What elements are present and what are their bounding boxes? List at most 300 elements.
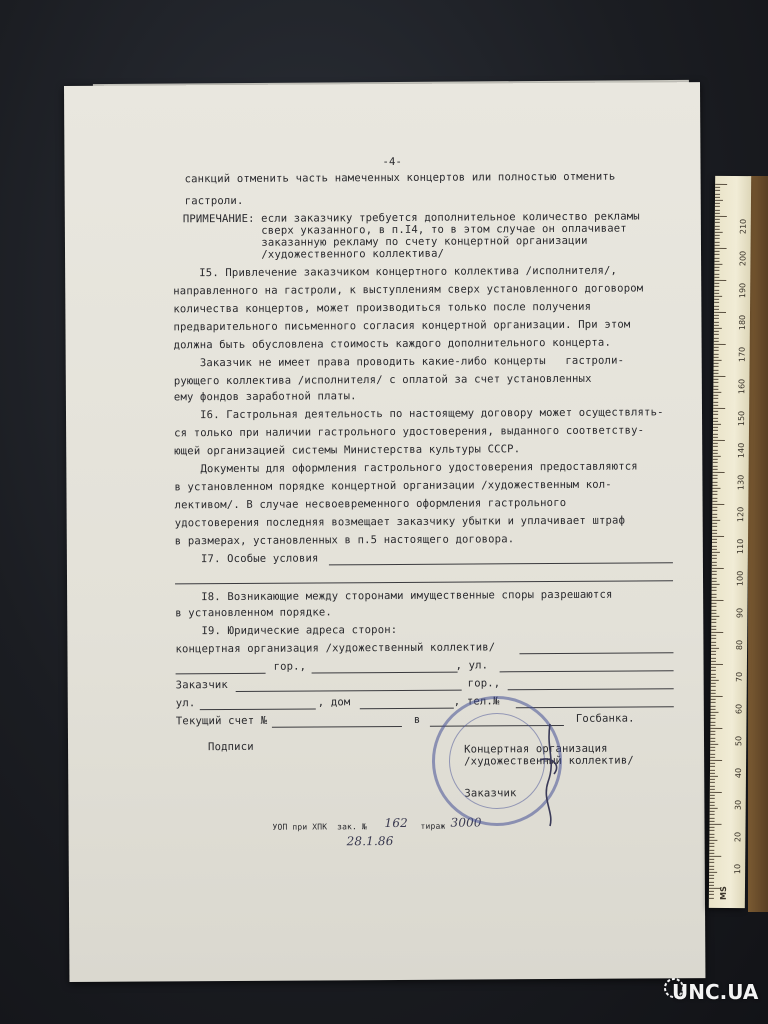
ruler-brand: MS [718, 886, 728, 900]
ruler-tick [712, 494, 717, 495]
ruler-tick [712, 561, 717, 562]
ruler-tick [712, 552, 720, 553]
ruler-number: 150 [737, 410, 747, 427]
ruler-tick [713, 382, 718, 383]
note-label-line: ПРИМЕЧАНИЕ: если заказчику требуется дополнительное количество рекламы [182, 210, 640, 226]
ruler-tick [713, 373, 718, 374]
text-line: Заказчик не имеет права проводить какие-либо концерты гастроли- [173, 354, 625, 370]
ruler-tick [714, 286, 719, 287]
ruler-tick [709, 859, 714, 860]
ruler-tick [712, 571, 717, 572]
ruler-tick [709, 865, 714, 866]
ruler-tick [713, 408, 725, 409]
customer-city-blank [508, 688, 674, 690]
customer-label: Заказчик [175, 679, 228, 692]
text-line: удостоверения последняя возмещает заказчику убытки и уплачивает штраф [174, 514, 626, 530]
ruler-tick [712, 574, 717, 575]
ruler-tick [710, 725, 715, 726]
ruler-tick [714, 360, 722, 361]
ruler-tick [710, 753, 715, 754]
ruler-tick [714, 267, 719, 268]
signature-org-label-2: /художественный коллектив/ [464, 754, 634, 768]
text-line: Документы для оформления гастрольного удостоверения предоставляются [174, 460, 638, 476]
ruler-tick [715, 245, 720, 246]
ruler-tick [712, 545, 717, 546]
ruler-tick [710, 821, 715, 822]
ruler-tick [709, 843, 714, 844]
ruler-tick [712, 501, 717, 502]
ruler-tick [711, 661, 716, 662]
ruler-tick [711, 705, 716, 706]
ruler-tick [714, 331, 719, 332]
ruler-tick [710, 715, 715, 716]
ruler-tick [711, 609, 716, 610]
ruler-tick [714, 357, 719, 358]
ruler-tick [714, 341, 719, 342]
ruler-tick [709, 891, 714, 892]
text-line: I8. Возникающие между сторонами имущественные споры разрешаются [175, 588, 613, 604]
ruler-tick [714, 366, 719, 367]
ruler-tick [710, 789, 715, 790]
text-line: лективом/. В случае несвоевременного оформления гастрольного [174, 496, 567, 512]
ruler-tick [709, 878, 714, 879]
ruler-tick [711, 622, 716, 623]
ruler-tick [715, 235, 720, 236]
ruler-tick [715, 248, 727, 249]
ruler-tick [711, 689, 716, 690]
ruler-tick [713, 459, 718, 460]
document-page [64, 82, 705, 982]
text-line: I6. Гастрольная деятельность по настоящему договору может осуществлять- [173, 406, 664, 422]
street-label: , ул. [455, 659, 489, 672]
handwritten-date: 28.1.86 [346, 834, 394, 849]
ruler-tick [715, 197, 720, 198]
ruler-tick [715, 200, 723, 201]
ruler-number: 20 [733, 831, 743, 843]
ruler-tick [711, 603, 716, 604]
bank-in-label: в [413, 713, 421, 726]
ruler-tick [712, 533, 717, 534]
customer-street-label: ул. [175, 697, 196, 710]
ruler-tick [712, 587, 717, 588]
ruler-tick [713, 456, 721, 457]
ruler-tick [714, 318, 719, 319]
ruler-tick [710, 776, 718, 777]
ruler-tick [713, 472, 725, 473]
ruler-tick [713, 411, 718, 412]
ruler-number: 190 [738, 282, 748, 299]
print-run-label: тираж [420, 821, 446, 831]
ruler-tick [713, 453, 718, 454]
ruler-number: 110 [735, 538, 746, 555]
ruler-tick [715, 222, 720, 223]
ruler-tick [709, 885, 714, 886]
ruler-tick [710, 728, 722, 729]
ruler-tick [710, 779, 715, 780]
ruler-tick [711, 632, 723, 633]
ruler [709, 176, 751, 908]
ruler-number: 100 [735, 570, 745, 587]
ruler-tick [711, 629, 716, 630]
ruler-tick [714, 273, 719, 274]
text-line: гастроли. [184, 194, 244, 208]
ruler-tick [710, 763, 715, 764]
ruler-tick [712, 520, 720, 521]
ruler-tick [710, 721, 715, 722]
ruler-tick [712, 577, 717, 578]
ruler-number: 200 [738, 250, 748, 267]
ruler-tick [709, 853, 714, 854]
ruler-tick [712, 529, 717, 530]
page-number: -4- [382, 155, 403, 169]
ruler-tick [713, 379, 718, 380]
signature-customer-label: Заказчик [464, 787, 517, 800]
ruler-tick [713, 395, 718, 396]
watermark-text: UNC.UA [672, 980, 759, 1004]
ruler-tick [709, 862, 714, 863]
ruler-tick [714, 277, 719, 278]
text-line: в установленном порядке. [175, 606, 332, 620]
ruler-tick [711, 619, 716, 620]
ruler-tick [712, 590, 717, 591]
ruler-tick [713, 462, 718, 463]
ruler-edge [748, 176, 768, 912]
ruler-tick [715, 254, 720, 255]
ruler-tick [710, 824, 722, 825]
ruler-tick [711, 641, 716, 642]
ruler-tick [713, 427, 718, 428]
ruler-number: 180 [737, 314, 747, 331]
ruler-tick [710, 801, 715, 802]
ruler-number: 120 [736, 506, 746, 523]
handwritten-print-run: 3000 [450, 815, 482, 830]
ruler-tick [714, 264, 722, 265]
ruler-tick [714, 325, 719, 326]
addresses-heading: I9. Юридические адреса сторон: [175, 623, 398, 638]
ruler-number: 130 [736, 474, 746, 491]
ruler-tick [710, 782, 715, 783]
ruler-tick [714, 344, 726, 345]
ruler-tick [712, 584, 720, 585]
ruler-tick [712, 523, 717, 524]
ruler-number: 90 [735, 607, 745, 619]
ruler-tick [711, 664, 723, 665]
ruler-tick [712, 549, 717, 550]
ruler-tick [713, 446, 718, 447]
print-info-label: УОП при ХПК зак. № [272, 822, 367, 832]
ruler-tick [714, 261, 719, 262]
ruler-tick [711, 635, 716, 636]
ruler-tick [711, 709, 716, 710]
ruler-tick [715, 203, 720, 204]
ruler-tick [712, 536, 724, 537]
ruler-tick [710, 805, 715, 806]
ruler-tick [714, 289, 719, 290]
ruler-tick [714, 270, 719, 271]
ruler-tick [711, 702, 716, 703]
ruler-tick [715, 251, 720, 252]
ruler-tick [710, 811, 715, 812]
ruler-tick [710, 795, 715, 796]
text-line: рующего коллектива /исполнителя/ с оплатой за счет установленных [173, 372, 592, 388]
text-line: ему фондов заработной платы. [173, 390, 357, 404]
ruler-tick [713, 392, 721, 393]
special-conditions-label: I7. Особые условия [174, 552, 319, 566]
ruler-tick [713, 417, 718, 418]
ruler-tick [711, 645, 716, 646]
ruler-tick [712, 568, 724, 569]
ruler-number: 140 [736, 442, 746, 459]
ruler-tick [710, 814, 715, 815]
ruler-tick [711, 648, 719, 649]
ruler-number: 10 [733, 863, 743, 875]
ruler-tick [710, 773, 715, 774]
ruler-tick [711, 654, 716, 655]
ruler-tick [715, 193, 720, 194]
ruler-tick [713, 465, 718, 466]
ruler-tick [710, 766, 715, 767]
ruler-tick [710, 734, 715, 735]
ruler-tick [709, 881, 714, 882]
ruler-tick [715, 206, 720, 207]
ruler-tick [712, 526, 717, 527]
text-line: ся только при наличии гастрольного удостоверения, выданного соответству- [174, 424, 645, 440]
ruler-number: 210 [738, 218, 748, 235]
ruler-tick [712, 565, 717, 566]
ruler-tick [711, 673, 716, 674]
note-line: /художественного коллектива/ [182, 247, 445, 262]
ruler-tick [711, 696, 723, 697]
phone-blank [516, 706, 674, 708]
account-blank [272, 726, 402, 728]
ruler-tick [713, 385, 718, 386]
ruler-tick [712, 555, 717, 556]
ruler-tick [709, 894, 714, 895]
ruler-tick [712, 593, 717, 594]
ruler-tick [714, 328, 722, 329]
ruler-tick [711, 683, 716, 684]
ruler-tick [709, 872, 717, 873]
ruler-tick [712, 485, 717, 486]
ruler-tick [711, 638, 716, 639]
ruler-tick [715, 213, 720, 214]
ruler-tick [712, 507, 717, 508]
ruler-tick [714, 353, 719, 354]
ruler-tick [711, 613, 716, 614]
customer-city-label: гор., [467, 677, 501, 690]
ruler-tick [710, 750, 715, 751]
ruler-tick [709, 830, 714, 831]
site-watermark [654, 966, 764, 1014]
phone-label: , тел.№ [453, 695, 500, 708]
ruler-tick [709, 840, 717, 841]
ruler-tick [715, 184, 727, 185]
ruler-tick [715, 238, 720, 239]
ruler-tick [709, 856, 721, 857]
ruler-tick [714, 334, 719, 335]
ruler-tick [710, 757, 715, 758]
ruler-tick [713, 430, 718, 431]
text-line: в размерах, установленных в п.5 настоящего договора. [174, 533, 515, 548]
ruler-tick [710, 827, 715, 828]
ruler-tick [710, 817, 715, 818]
ruler-tick [715, 216, 727, 217]
ruler-tick [713, 401, 718, 402]
ruler-tick [711, 600, 723, 601]
ruler-tick [709, 869, 714, 870]
ruler-tick [710, 737, 715, 738]
ruler-tick [710, 718, 715, 719]
ruler-tick [715, 209, 720, 210]
org-name-blank [176, 673, 266, 675]
ruler-tick [711, 670, 716, 671]
ruler-tick [709, 849, 714, 850]
ruler-number: 60 [734, 703, 744, 715]
ruler-tick [710, 731, 715, 732]
city-blank [312, 672, 458, 674]
ruler-tick [713, 437, 718, 438]
ruler-tick [711, 667, 716, 668]
note-line: сверх указанного, в п.I4, то в этом случае он оплачивает [182, 222, 627, 238]
special-conditions-blank-2 [175, 580, 673, 584]
ruler-tick [710, 747, 715, 748]
ruler-tick [714, 299, 719, 300]
text-line: направленного на гастроли, к выступлениям сверх установленного договором [173, 282, 644, 298]
ruler-tick [712, 558, 717, 559]
ruler-tick [714, 302, 719, 303]
ruler-tick [712, 510, 717, 511]
ruler-tick [713, 421, 718, 422]
handwritten-signature [520, 720, 580, 830]
ruler-tick [712, 504, 724, 505]
ruler-tick [714, 363, 719, 364]
ruler-tick [713, 389, 718, 390]
ruler-number: 30 [733, 799, 743, 811]
ruler-number: 80 [735, 639, 745, 651]
ruler-tick [713, 481, 718, 482]
ruler-tick [714, 309, 719, 310]
ruler-tick [714, 293, 719, 294]
text-line: санкций отменить часть намеченных концертов или полностью отменить [184, 170, 616, 186]
ruler-tick [713, 376, 725, 377]
ruler-tick [712, 517, 717, 518]
ruler-tick [713, 369, 718, 370]
ruler-tick [713, 433, 718, 434]
ruler-tick [710, 760, 722, 761]
ruler-tick [713, 414, 718, 415]
ruler-tick [710, 744, 718, 745]
ruler-tick [713, 424, 721, 425]
account-label: Текущий счет № [175, 714, 268, 728]
ruler-tick [713, 475, 718, 476]
ruler-tick [715, 232, 723, 233]
ruler-tick [711, 657, 716, 658]
ruler-tick [714, 305, 719, 306]
special-conditions-blank [329, 562, 673, 565]
ruler-tick [711, 680, 719, 681]
city-label: гор., [273, 660, 307, 673]
ruler-number: 160 [737, 378, 747, 395]
ruler-tick [711, 693, 716, 694]
org-address-blank [519, 652, 673, 654]
text-line: I5. Привлечение заказчиком концертного коллектива /исполнителя/, [173, 264, 618, 280]
ruler-tick [711, 712, 719, 713]
ruler-tick [715, 187, 720, 188]
ruler-tick [715, 241, 720, 242]
ruler-tick [713, 398, 718, 399]
note-line: заказанную рекламу по счету концертной организации [182, 234, 588, 250]
ruler-tick [710, 741, 715, 742]
ruler-tick [711, 677, 716, 678]
ruler-tick [714, 296, 722, 297]
handwritten-order-number: 162 [384, 815, 408, 831]
ruler-tick [714, 283, 719, 284]
ruler-tick [712, 597, 717, 598]
customer-street-blank [200, 708, 316, 710]
customer-blank [236, 690, 462, 692]
ruler-tick [715, 229, 720, 230]
ruler-tick [711, 686, 716, 687]
ruler-number: 50 [734, 735, 744, 747]
ruler-number: 40 [733, 767, 744, 779]
text-line: должна быть обусловлена стоимость каждого дополнительного концерта. [173, 336, 611, 352]
ruler-tick [712, 581, 717, 582]
ruler-tick [712, 513, 717, 514]
ruler-tick [713, 440, 725, 441]
house-label: , дом [317, 696, 351, 709]
ruler-tick [712, 497, 717, 498]
ruler-tick [711, 699, 716, 700]
ruler-tick [713, 449, 718, 450]
ruler-tick [709, 875, 714, 876]
ruler-tick [714, 257, 719, 258]
text-line: предварительного письменного согласия концертной организации. При этом [173, 318, 631, 334]
ruler-tick [711, 606, 716, 607]
ruler-tick [712, 539, 717, 540]
signature-org-label: Концертная организация [464, 742, 608, 756]
ruler-tick [711, 651, 716, 652]
ruler-tick [709, 897, 714, 898]
ruler-tick [715, 219, 720, 220]
ruler-tick [714, 321, 719, 322]
ruler-tick [712, 488, 720, 489]
ruler-tick [715, 190, 720, 191]
ruler-tick [714, 337, 719, 338]
ruler-tick [709, 846, 714, 847]
ruler-tick [710, 785, 715, 786]
ruler-tick [714, 315, 719, 316]
ruler-tick [713, 478, 718, 479]
ruler-tick [714, 347, 719, 348]
ruler-number: 170 [737, 346, 747, 363]
street-blank [500, 670, 674, 672]
ruler-tick [714, 280, 726, 281]
ruler-tick [712, 491, 717, 492]
org-address-label: концертная организация /художественный коллектив/ [175, 641, 496, 656]
ruler-tick [710, 798, 715, 799]
ruler-tick [710, 808, 718, 809]
ruler-tick [712, 542, 717, 543]
text-line: в установленном порядке концертной организации /художественным кол- [174, 478, 612, 494]
ruler-number: 70 [734, 671, 744, 683]
ruler-tick [713, 443, 718, 444]
ruler-tick [715, 225, 720, 226]
ruler-tick [709, 837, 714, 838]
ruler-tick [709, 833, 714, 834]
ruler-tick [710, 792, 722, 793]
ruler-tick [711, 625, 716, 626]
text-line: ющей организацией системы Министерства культуры СССР. [174, 443, 521, 458]
